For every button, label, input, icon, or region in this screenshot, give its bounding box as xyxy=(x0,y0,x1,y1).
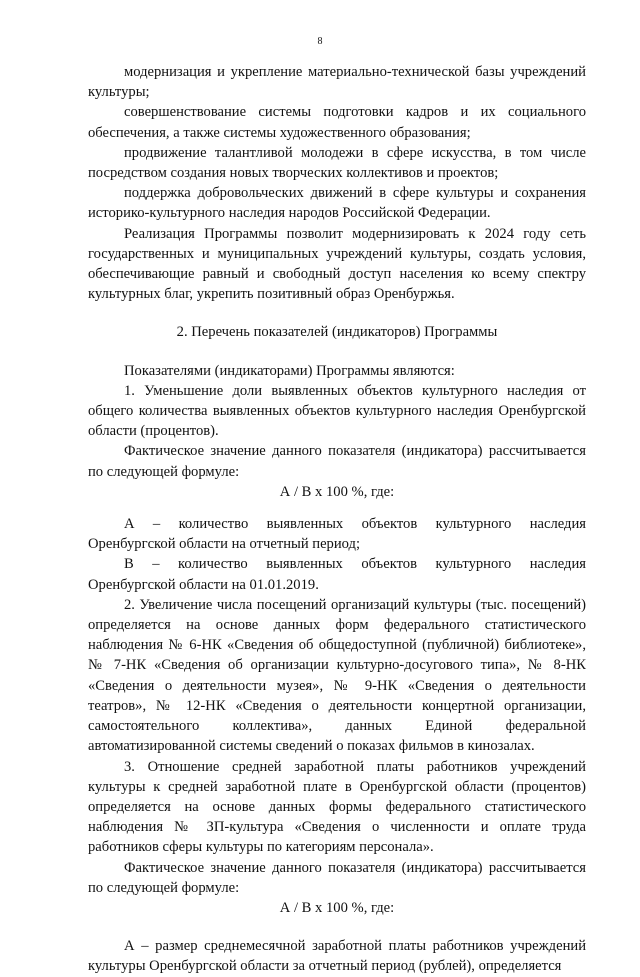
paragraph: В – количество выявленных объектов культурного наследия Оренбургской области на 01.01.2019. xyxy=(88,556,586,593)
paragraph: Реализация Программы позволит модернизировать к 2024 году сеть государственных и муниципальных учреждений культуры, создать условия, обеспечивающие равный и свободный доступ населения ко всему спектру культурных благ, укрепить позитивный образ Оренбуржья. xyxy=(88,225,586,303)
paragraph: 2. Увеличение числа посещений организаций культуры (тыс. посещений) определяется на основе данных форм федерального статистического наблюдения № 6-НК «Сведения об общедоступной (публичной) библиотеке», № 7-НК «Сведения об организации культурно-досугового типа», № 8-НК «Сведения о деятельности музея», № 9-НК «Сведения о деятельности театров», № 12-НК «Сведения о деятельности концертной организации, самостоятельного коллектива», данных Единой федеральной автоматизированной системы сведений о показах фильмов в кинозалах. xyxy=(88,596,586,755)
section-heading: 2. Перечень показателей (индикаторов) Программы xyxy=(176,324,498,341)
paragraph: модернизация и укрепление материально-технической базы учреждений культуры; xyxy=(88,64,586,101)
paragraph: 3. Отношение средней заработной платы работников учреждений культуры к средней заработной плате в Оренбургской области (процентов) определяется на основе данных формы федерального статистического наблюдения № ЗП-культура «Сведения о численности и оплате труда работников сферы культуры по категориям персонала». xyxy=(88,758,586,856)
paragraph: А – количество выявленных объектов культурного наследия Оренбургской области на отчетный период; xyxy=(88,516,586,553)
page-number: 8 xyxy=(317,36,323,47)
paragraph: совершенствование системы подготовки кадров и их социального обеспечения, а также системы художественного образования; xyxy=(88,104,586,141)
document-body xyxy=(88,62,586,977)
paragraph: 1. Уменьшение доли выявленных объектов культурного наследия от общего количества выявленных объектов культурного наследия Оренбургской области (процентов). xyxy=(88,382,586,440)
paragraph: Фактическое значение данного показателя (индикатора) рассчитывается по следующей формуле: xyxy=(88,443,586,480)
paragraph: Фактическое значение данного показателя (индикатора) рассчитывается по следующей формуле: xyxy=(88,859,586,896)
paragraph: А – размер среднемесячной заработной платы работников учреждений культуры Оренбургской области за отчетный период (рублей), определяется xyxy=(88,938,586,975)
paragraph: продвижение талантливой молодежи в сфере искусства, в том числе посредством создания новых творческих коллективов и проектов; xyxy=(88,144,586,182)
formula: А / В х 100 %, где: xyxy=(279,899,395,916)
paragraph: поддержка добровольческих движений в сфере культуры и сохранения историко-культурного наследия народов Российской Федерации. xyxy=(88,185,586,222)
formula: А / В х 100 %, где: xyxy=(279,483,395,500)
paragraph: Показателями (индикаторами) Программы являются: xyxy=(124,362,455,379)
